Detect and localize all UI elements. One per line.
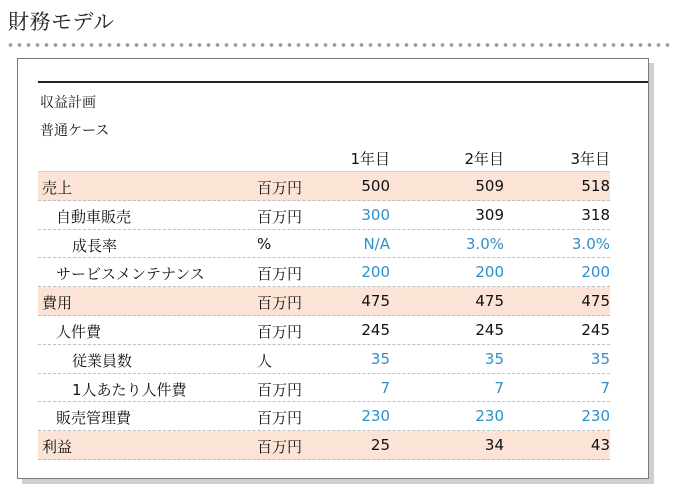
table-row <box>38 171 610 201</box>
page-title: 財務モデル <box>8 10 115 34</box>
row-unit: 百万円 <box>257 322 303 341</box>
cell-year2: 7 <box>494 378 504 397</box>
row-unit: 百万円 <box>257 207 303 226</box>
table-title: 収益計画 <box>40 95 96 111</box>
cell-year1: 230 <box>361 407 390 426</box>
table-row <box>38 201 610 230</box>
row-label: 売上 <box>42 179 73 197</box>
column-header-row <box>38 143 610 171</box>
cell-year2: 309 <box>475 205 504 224</box>
table-row <box>38 431 610 460</box>
row-unit: % <box>257 234 272 253</box>
cell-year1: 200 <box>361 263 390 282</box>
cell-year1: 35 <box>370 349 390 368</box>
cell-year2: 475 <box>475 292 504 311</box>
table-top-rule <box>38 81 648 83</box>
cell-year1: 245 <box>361 320 390 339</box>
cell-year2: 509 <box>475 177 504 195</box>
row-unit: 百万円 <box>257 265 303 284</box>
cell-year3: 7 <box>600 378 610 397</box>
table-row <box>38 287 610 316</box>
financial-table-card <box>17 58 649 479</box>
row-label: 販売管理費 <box>56 409 132 428</box>
table-row <box>38 402 610 431</box>
cell-year2: 200 <box>475 263 504 282</box>
table-row <box>38 230 610 259</box>
cell-year1: 25 <box>370 436 390 455</box>
row-label: 人件費 <box>56 322 102 341</box>
cell-year2: 3.0% <box>465 234 504 253</box>
table-row <box>38 316 610 345</box>
cell-year3: 245 <box>581 320 610 339</box>
row-unit: 百万円 <box>257 294 303 313</box>
cell-year3: 230 <box>581 407 610 426</box>
cell-year2: 230 <box>475 407 504 426</box>
cell-year3: 318 <box>581 205 610 224</box>
row-label: 成長率 <box>72 236 118 255</box>
row-label: 1人あたり人件費 <box>72 380 187 399</box>
cell-year2: 34 <box>484 436 504 455</box>
cell-year3: 3.0% <box>571 234 610 253</box>
cell-year1: 7 <box>380 378 390 397</box>
cell-year2: 35 <box>484 349 504 368</box>
cell-year1: 475 <box>361 292 390 311</box>
column-header-year1: 1年目 <box>350 150 390 168</box>
cell-year3: 200 <box>581 263 610 282</box>
cell-year2: 245 <box>475 320 504 339</box>
row-unit: 百万円 <box>257 438 303 457</box>
table-body <box>38 171 610 460</box>
row-unit: 百万円 <box>257 179 303 197</box>
column-header-year3: 3年目 <box>570 150 610 168</box>
cell-year1: N/A <box>363 234 390 253</box>
scenario-label: 普通ケース <box>40 123 110 139</box>
cell-year1: 500 <box>361 177 390 195</box>
row-label: 自動車販売 <box>56 207 132 226</box>
column-header-year2: 2年目 <box>464 150 504 168</box>
row-unit: 百万円 <box>257 380 303 399</box>
cell-year1: 300 <box>361 205 390 224</box>
row-label: 費用 <box>42 294 73 313</box>
row-unit: 人 <box>257 351 273 370</box>
table-row <box>38 374 610 403</box>
row-label: サービスメンテナンス <box>56 265 205 284</box>
cell-year3: 475 <box>581 292 610 311</box>
cell-year3: 43 <box>590 436 610 455</box>
dotted-divider <box>6 42 674 48</box>
table-row <box>38 345 610 374</box>
table-row <box>38 258 610 287</box>
cell-year3: 35 <box>590 349 610 368</box>
row-label: 利益 <box>42 438 73 457</box>
row-unit: 百万円 <box>257 409 303 428</box>
cell-year3: 518 <box>581 177 610 195</box>
row-label: 従業員数 <box>72 351 133 370</box>
